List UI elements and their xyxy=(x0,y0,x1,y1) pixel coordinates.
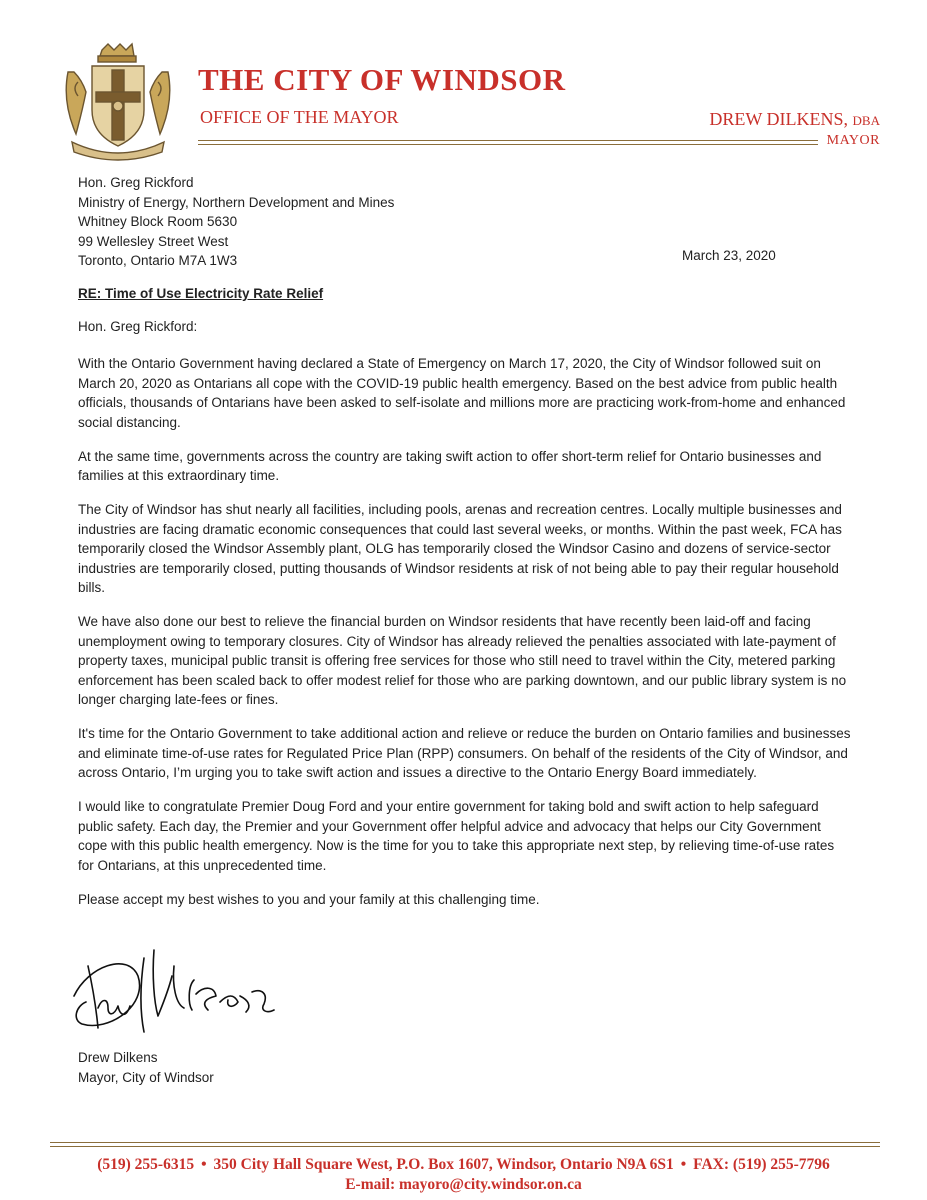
letterhead-rule xyxy=(198,140,818,145)
footer-contact-line xyxy=(0,1155,927,1175)
body-paragraph: At the same time, governments across the country are taking swift action to offer short-term relief for Ontario businesses and families at this extraordinary time. xyxy=(78,448,822,483)
recipient-line: Ministry of Energy, Northern Development and Mines xyxy=(78,194,395,210)
body-paragraph: We have also done our best to relieve the financial burden on Windsor residents that have recently been laid-off and facing unemployment owing to temporary closures. City of Windsor has already relieved the penalties associated with late-payment of property taxes, municipal public transit is offering free services for those who still need to travel within the City, metered parking enforcement has been scaled back to offer modest relief for those who are parking downtown, and our public library system is no longer charging late-fees or fines. xyxy=(78,614,847,707)
subject-line: RE: Time of Use Electricity Rate Relief xyxy=(78,286,324,301)
letterhead-city-title: THE CITY OF WINDSOR xyxy=(198,62,566,97)
letterhead-office: OFFICE OF THE MAYOR xyxy=(200,107,399,127)
recipient-line: Hon. Greg Rickford xyxy=(78,175,194,190)
body-paragraph: I would like to congratulate Premier Doug Ford and your entire government for taking bold and swift action to help safeguard public safety. Each day, the Premier and your Government offer helpful advice and advocacy that helps our City Government cope with this public health emergency. Now is the time for you to take this appropriate next step, by relieving time-of-use rates for Ontarians, at this unprecedented time. xyxy=(78,799,835,873)
footer-bullet: • xyxy=(201,1156,207,1173)
body-paragraph: With the Ontario Government having declared a State of Emergency on March 17, 2020, the City of Windsor followed suit on March 20, 2020 as Ontarians all cope with the COVID-19 public health emergency. Based on the best advice from public health officials, thousands of Ontarians have been asked to self-isolate and millions more are practicing work-from-home and enhanced social distancing. xyxy=(78,356,846,430)
recipient-address xyxy=(78,173,394,271)
handwritten-signature xyxy=(68,936,283,1046)
letterhead-mayor-name xyxy=(709,109,880,130)
body-paragraph: The City of Windsor has shut nearly all facilities, including pools, arenas and recreation centres. Locally multiple businesses and industries are facing dramatic economic consequences that could last several weeks, or months. Within the past week, FCA has temporarily closed the Windsor Assembly plant, OLG has temporarily closed the Windsor Casino and dozens of service-sector industries are temporarily closed, putting thousands of Windsor residents at risk of not being able to pay their regular household bills. xyxy=(78,502,842,595)
footer-email: E-mail: mayoro@city.windsor.on.ca xyxy=(345,1176,582,1193)
mayor-suffix: DBA xyxy=(852,113,880,128)
body-paragraph: It's time for the Ontario Government to take additional action and relieve or reduce the burden on Ontario families and businesses and eliminate time-of-use rates for Regulated Price Plan (RPP) consumers. On behalf of the residents of the City of Windsor, and across Ontario, I’m urging you to take swift action and issues a directive to the Ontario Energy Board immediately. xyxy=(78,726,851,780)
letter-body xyxy=(78,354,853,924)
footer-address: 350 City Hall Square West, P.O. Box 1607, Windsor, Ontario N9A 6S1 xyxy=(213,1156,674,1173)
footer-rule xyxy=(50,1142,880,1147)
footer-bullet: • xyxy=(680,1156,687,1173)
letterhead-mayor-title: MAYOR xyxy=(826,133,880,148)
recipient-line: 99 Wellesley Street West xyxy=(78,233,229,249)
body-paragraph: Please accept my best wishes to you and your family at this challenging time. xyxy=(78,891,540,907)
footer-fax: FAX: (519) 255-7796 xyxy=(693,1156,830,1173)
recipient-line: Toronto, Ontario M7A 1W3 xyxy=(78,253,238,268)
mayor-name-text: DREW DILKENS, xyxy=(709,109,849,129)
signer-title: Mayor, City of Windsor xyxy=(78,1069,214,1085)
signer-block xyxy=(78,1048,214,1087)
letterhead-footer xyxy=(0,1155,927,1195)
recipient-line: Whitney Block Room 5630 xyxy=(78,214,238,229)
city-crest-logo xyxy=(58,42,178,167)
signer-name: Drew Dilkens xyxy=(78,1050,158,1065)
footer-phone: (519) 255-6315 xyxy=(97,1156,195,1173)
letter-date: March 23, 2020 xyxy=(682,248,776,263)
salutation: Hon. Greg Rickford: xyxy=(78,319,198,334)
